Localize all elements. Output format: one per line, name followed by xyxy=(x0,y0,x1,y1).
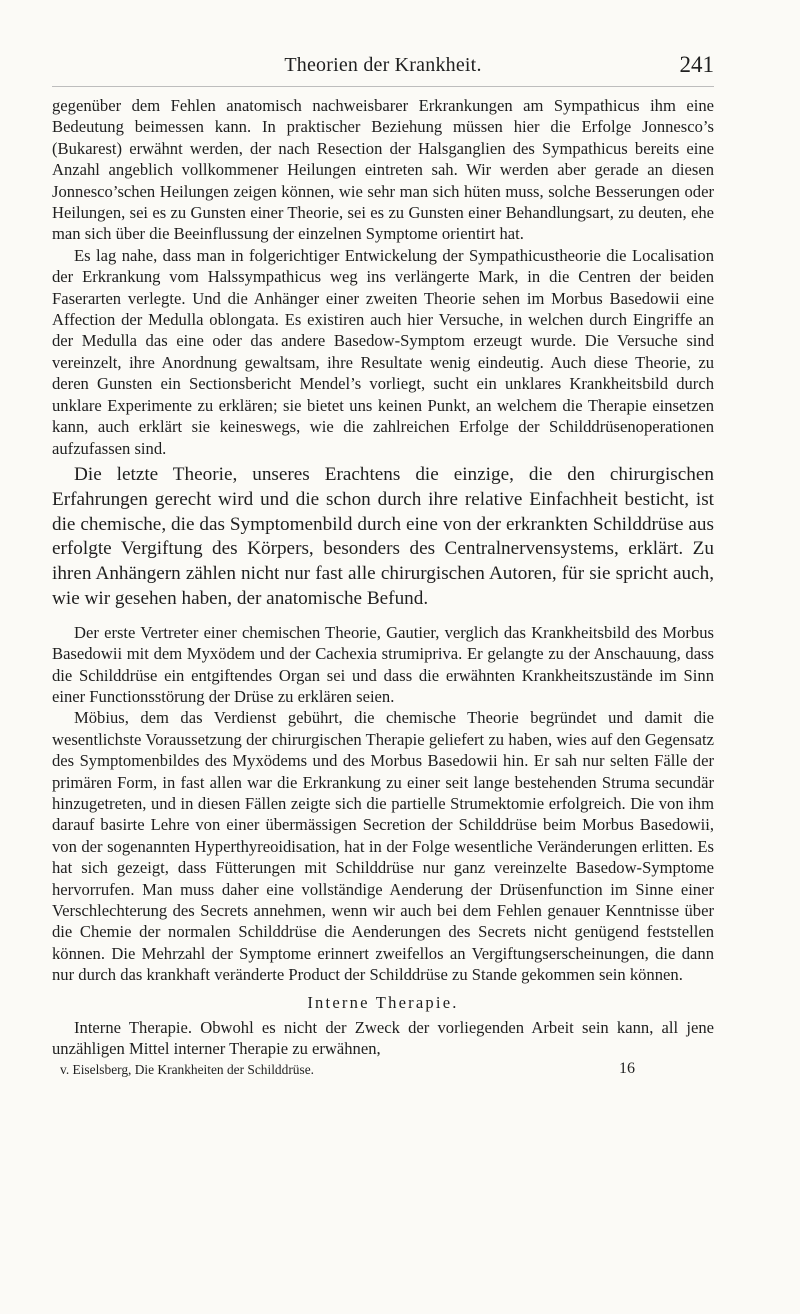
running-title: Theorien der Krankheit. xyxy=(284,54,482,76)
footer-citation: v. Eiselsberg, Die Krankheiten der Schilddrüse. xyxy=(60,1062,314,1078)
paragraph-interne-therapie: Interne Therapie. Obwohl es nicht der Zweck der vorliegenden Arbeit sein kann, all jene unzähligen Mittel interner Therapie zu erwähnen, xyxy=(52,1017,714,1058)
paragraph-moebius: Möbius, dem das Verdienst gebührt, die chemische Theorie begründet und damit die wesentlichste Voraussetzung der chirurgischen Therapie geliefert zu haben, wies auf den Gegensatz des Symptomenbildes des Myxödems und des Morbus Basedowii hin. Er sah nur selten Fälle der primären Form, in fast allen war die Erkrankung zu einer seit lange bestehenden Struma secundär hinzugetreten, und in diesen Fällen zeigte sich die partielle Strumektomie erfolgreich. Die von ihm darauf basirte Lehre von einer übermässigen Secretion der Schilddrüse beim Morbus Basedowii, von der sogenannten Hyperthyreoidisation, hat in der Folge wesentliche Veränderungen erlitten. Es hat sich gezeigt, dass Fütterungen mit Schilddrüse nur ganz vereinzelte Basedow-Symptome hervorrufen. Man muss daher eine vollständige Aenderung der Drüsenfunction im Sinne einer Verschlechterung des Secrets annehmen, wenn wir auch bei dem Fehlen genauer Kenntnisse über die Chemie der normalen Schilddrüse die Aenderungen des Secrets nicht genügend feststellen können. Die Mehrzahl der Symptome erinnert zweifellos an Vergiftungserscheinungen, die dann nur durch das krankhaft veränderte Product der Schilddrüse zu Stande gekommen sein können. xyxy=(52,708,714,985)
page-footer xyxy=(52,1060,714,1080)
footer-signature: 16 xyxy=(619,1060,635,1078)
paragraph-gautier: Der erste Vertreter einer chemischen Theorie, Gautier, verglich das Krankheitsbild des Morbus Basedowii mit dem Myxödem und der Cachexia strumipriva. Er gelangte zu der Anschauung, dass die Schilddrüse ein entgiftendes Organ sei und dass die erwähnten Krankheitszustände im Sinn einer Functionsstörung der Drüse zu erklären seien. xyxy=(52,622,714,706)
paragraph-medulla-theory: Es lag nahe, dass man in folgerichtiger Entwickelung der Sympathicustheorie die Localisation der Erkrankung vom Halssympathicus weg ins verlängerte Mark, in die Centren der beiden Faserarten verlegte. Und die Anhänger einer zweiten Theorie sehen im Morbus Basedowii eine Affection der Medulla oblongata. Es existiren auch hier Versuche, in welchen durch Eingriffe an der Medulla das eine oder das andere Basedow-Symptom erzeugt wurde. Die Versuche sind vereinzelt, ihre Anordnung gewaltsam, ihre Resultate wenig eindeutig. Auch diese Theorie, zu deren Gunsten ein Sectionsbericht Mendel’s vorliegt, sucht ein unklares Krankheitsbild durch unklare Experimente zu erklären; sie bietet uns keinen Punkt, an welchem die Therapie einsetzen kann, auch erklärt sie keineswegs, wie die zahlreichen Erfolge der Schilddrüsenoperationen aufzufassen sind. xyxy=(52,245,714,458)
paragraph-chemical-theory: Die letzte Theorie, unseres Erachtens die einzige, die den chirurgischen Erfahrungen gerecht wird und die schon durch ihre relative Einfachheit besticht, ist die chemische, die das Symptomenbild durch eine von der erkrankten Schilddrüse aus erfolgte Vergiftung des Körpers, besonders des Centralnervensystems, erklärt. Zu ihren Anhängern zählen nicht nur fast alle chirurgischen Autoren, für sie spricht auch, wie wir gesehen haben, der anatomische Befund. xyxy=(52,463,714,609)
book-page xyxy=(52,52,714,1080)
page-header xyxy=(52,52,714,87)
section-heading-interne-therapie: Interne Therapie. xyxy=(307,992,459,1012)
body-text xyxy=(52,95,714,1059)
paragraph-sympathicus: gegenüber dem Fehlen anatomisch nachweisbarer Erkrankungen am Sympathicus ihm eine Bedeutung beimessen kann. In praktischer Beziehung müssen hier die Erfolge Jonnesco’s (Bukarest) erwähnt werden, der nach Resection der Halsganglien des Sympathicus bereits eine Anzahl angeblich vollkommener Heilungen eintreten sah. Wir werden aber gerade an diesen Jonnesco’schen Heilungen zeigen können, wie sehr man sich hüten muss, solche Besserungen oder Heilungen, sei es zu Gunsten einer Theorie, sei es zu Gunsten einer Behandlungsart, zu deuten, ehe man sich über die Beeinflussung der einzelnen Symptome orientirt hat. xyxy=(52,96,714,244)
page-number: 241 xyxy=(679,52,714,77)
